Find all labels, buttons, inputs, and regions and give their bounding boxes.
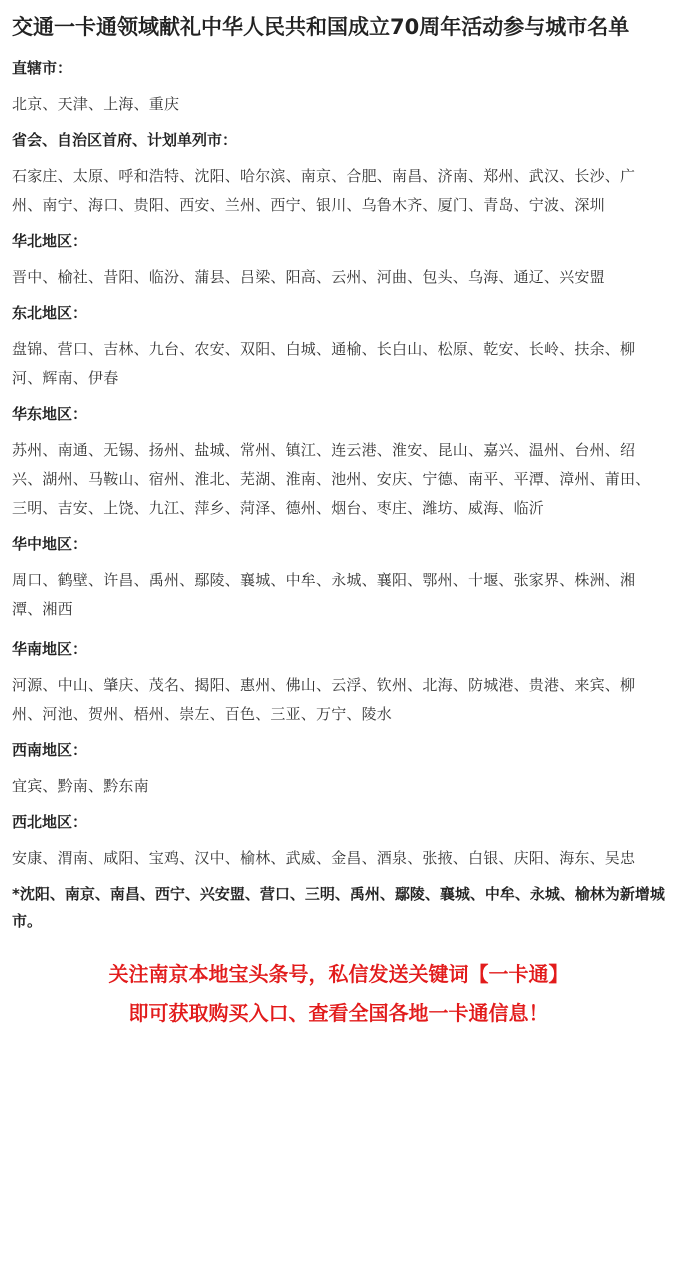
promo-line-1: 关注南京本地宝头条号，私信发送关键词【一卡通】 — [108, 962, 569, 986]
section-heading: 华中地区： — [12, 535, 88, 553]
section-heading: 华北地区： — [12, 232, 88, 250]
section-northeast-china — [12, 300, 665, 393]
article-title: 交通一卡通领域献礼中华人民共和国成立70周年活动参与城市名单 — [12, 15, 630, 39]
section-heading: 西北地区： — [12, 813, 88, 831]
promo-line-2: 即可获取购买入口、查看全国各地一卡通信息！ — [128, 1001, 549, 1025]
new-cities-note: *沈阳、南京、南昌、西宁、兴安盟、营口、三明、禹州、鄢陵、襄城、中牟、永城、榆林为新增城市。 — [12, 885, 665, 930]
city-list: 安康、渭南、咸阳、宝鸡、汉中、榆林、武威、金昌、酒泉、张掖、白银、庆阳、海东、吴忠 — [12, 849, 636, 867]
section-heading: 西南地区： — [12, 741, 88, 759]
section-heading: 直辖市： — [12, 59, 73, 77]
city-list: 宜宾、黔南、黔东南 — [12, 777, 149, 795]
section-provincial-capitals — [12, 127, 665, 220]
city-list: 北京、天津、上海、重庆 — [12, 95, 180, 113]
section-northwest-china — [12, 809, 665, 873]
section-southwest-china — [12, 737, 665, 801]
section-heading: 华东地区： — [12, 405, 88, 423]
city-list: 晋中、榆社、昔阳、临汾、蒲县、吕梁、阳高、云州、河曲、包头、乌海、通辽、兴安盟 — [12, 268, 605, 286]
section-north-china — [12, 228, 665, 292]
section-municipalities — [12, 55, 665, 119]
city-list: 盘锦、营口、吉林、九台、农安、双阳、白城、通榆、长白山、松原、乾安、长岭、扶余、柳河、辉南、伊春 — [12, 340, 636, 387]
section-heading: 省会、自治区首府、计划单列市： — [12, 131, 238, 149]
city-list: 苏州、南通、无锡、扬州、盐城、常州、镇江、连云港、淮安、昆山、嘉兴、温州、台州、绍兴、湖州、马鞍山、宿州、淮北、芜湖、淮南、池州、安庆、宁德、南平、平潭、漳州、莆田、三明、吉安、上饶、九江、萍乡、菏泽、德州、烟台、枣庄、潍坊、威海、临沂 — [12, 441, 651, 517]
section-south-china — [12, 636, 665, 729]
section-heading: 东北地区： — [12, 304, 88, 322]
city-list: 周口、鹤壁、许昌、禹州、鄢陵、襄城、中牟、永城、襄阳、鄂州、十堰、张家界、株洲、湘潭、湘西 — [12, 571, 636, 618]
section-heading: 华南地区： — [12, 640, 88, 658]
city-list: 河源、中山、肇庆、茂名、揭阳、惠州、佛山、云浮、钦州、北海、防城港、贵港、来宾、柳州、河池、贺州、梧州、崇左、百色、三亚、万宁、陵水 — [12, 676, 636, 723]
section-east-china — [12, 401, 665, 523]
section-central-china — [12, 531, 665, 624]
city-list: 石家庄、太原、呼和浩特、沈阳、哈尔滨、南京、合肥、南昌、济南、郑州、武汉、长沙、广州、南宁、海口、贵阳、西安、兰州、西宁、银川、乌鲁木齐、厦门、青岛、宁波、深圳 — [12, 167, 636, 214]
